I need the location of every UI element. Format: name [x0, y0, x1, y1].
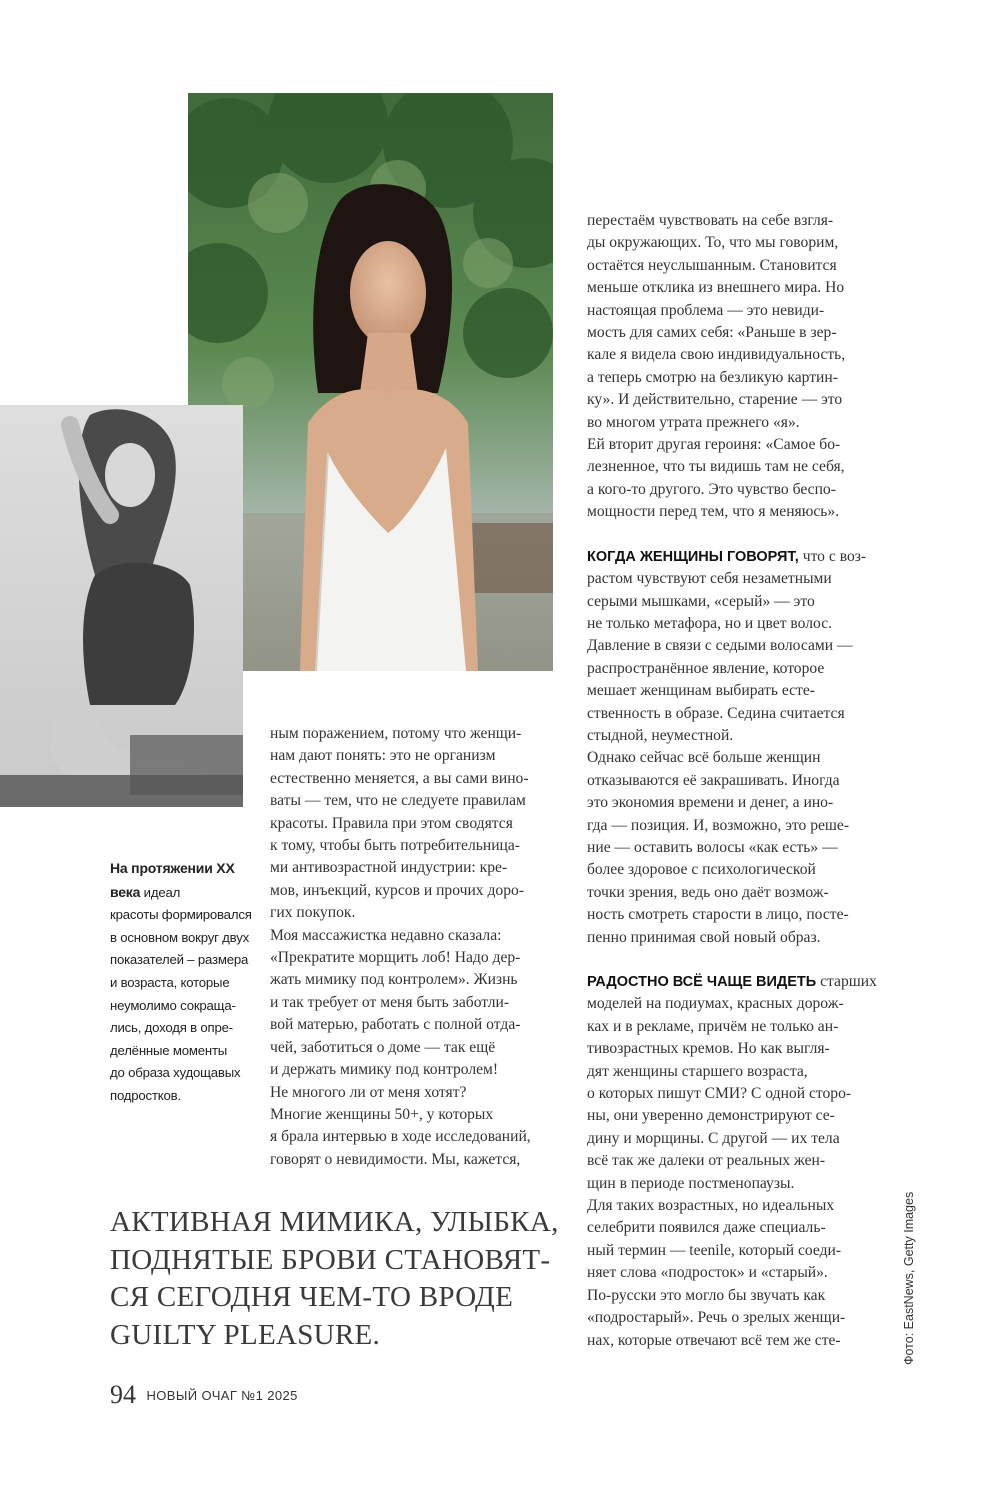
pull-quote-line: АКТИВНАЯ МИМИКА, УЛЫБКА,	[110, 1206, 559, 1238]
caption-line: делённые моменты	[110, 1042, 228, 1058]
text-line	[587, 971, 877, 993]
text-line: лезненное, что ты видишь там не себя,	[587, 458, 845, 476]
text-line: нах, которые отвечают всё тем же сте-	[587, 1331, 841, 1349]
text-line: Многие женщины 50+, у которых	[270, 1105, 494, 1123]
photo-woman-bw-seated	[0, 405, 243, 807]
text-line: ку». И действительно, старение — это	[587, 391, 843, 409]
article-column-right	[587, 210, 877, 1352]
text-line: растом чувствуют себя незаметными	[587, 570, 832, 588]
text-line: «Прекратите морщить лоб! Надо дер-	[270, 949, 521, 967]
text-line: моделей на подиумах, красных дорож-	[587, 995, 844, 1013]
text-line: «подростарый». Речь о зрелых женщи-	[587, 1309, 846, 1327]
caption-line: до образа худощавых	[110, 1065, 241, 1081]
text-line: дят женщины старшего возраста,	[587, 1062, 808, 1080]
text-fragment: что с воз-	[798, 547, 867, 565]
text-line: вой матерью, работать с полной отда-	[270, 1016, 521, 1034]
photo-caption	[110, 857, 252, 1108]
text-line: всё так же далеки от реальных жен-	[587, 1152, 826, 1170]
caption-line: лись, доходя в опре-	[110, 1020, 233, 1036]
text-line: ваты — тем, что не следуете правилам	[270, 792, 526, 810]
text-line: гда — позиция. И, возможно, это реше-	[587, 816, 850, 834]
text-line: более здоровое с психологической	[587, 861, 816, 879]
text-line: ны, они уверенно демонстрируют се-	[587, 1107, 835, 1125]
text-line: распространённое явление, которое	[587, 659, 825, 677]
page-number: 94	[110, 1380, 136, 1409]
text-line: естественно меняется, а вы сами вино-	[270, 769, 529, 787]
text-line: ми антивозрастной индустрии: кре-	[270, 859, 508, 877]
text-line: Давление в связи с седыми волосами —	[587, 637, 853, 655]
text-line: ние — оставить волосы «как есть» —	[587, 838, 838, 856]
text-line: во многом утрата прежнего «я».	[587, 413, 800, 431]
text-line: ность смотреть старости в лицо, посте-	[587, 906, 849, 924]
text-line: Для таких возрастных, но идеальных	[587, 1197, 835, 1215]
text-line: нам дают понять: это не организм	[270, 747, 496, 765]
page-footer	[110, 1380, 298, 1410]
text-line: Не многого ли от меня хотят?	[270, 1083, 467, 1101]
text-line: ды окружающих. То, что мы говорим,	[587, 234, 839, 252]
caption-line: показателей – размера	[110, 952, 249, 968]
text-line: тивозрастных кремов. Но как выгля-	[587, 1040, 830, 1058]
text-line: селебрити появился даже специаль-	[587, 1219, 826, 1237]
pull-quote	[110, 1204, 560, 1354]
text-line: и так требует от меня быть заботли-	[270, 993, 510, 1011]
text-line: ный термин — teenile, который соеди-	[587, 1241, 842, 1259]
text-line: красоты. Правила при этом сводятся	[270, 814, 513, 832]
text-line: я брала интервью в ходе исследований,	[270, 1128, 531, 1146]
section-lead: РАДОСТНО ВСЁ ЧАЩЕ ВИДЕТЬ	[587, 974, 817, 990]
pull-quote-line: ПОДНЯТЫЕ БРОВИ СТАНОВЯТ-	[110, 1243, 551, 1276]
text-line: мощности перед тем, что я меняюсь».	[587, 503, 840, 521]
article-column-middle	[270, 723, 555, 1171]
text-line: а кого-то другого. Это чувство беспо-	[587, 480, 836, 498]
text-line: мость для самих себя: «Раньше в зер-	[587, 324, 837, 342]
pull-quote-line: СЯ СЕГОДНЯ ЧЕМ-ТО ВРОДЕ	[110, 1281, 514, 1313]
text-line: серыми мышками, «серый» — это	[587, 592, 815, 610]
text-line: и держать мимику под контролем!	[270, 1061, 499, 1079]
text-line: точки зрения, ведь оно даёт возмож-	[587, 883, 829, 901]
text-line: Ей вторит другая героиня: «Самое бо-	[587, 436, 841, 454]
text-line: к тому, чтобы быть потребительница-	[270, 837, 520, 855]
caption-line: красоты формировался	[110, 907, 252, 923]
text-line: По-русски это могло бы звучать как	[587, 1286, 826, 1304]
text-line: а теперь смотрю на безликую картин-	[587, 368, 838, 386]
text-line: няет слова «подросток» и «старый».	[587, 1264, 828, 1282]
text-line: Однако сейчас всё больше женщин	[587, 749, 821, 767]
section-lead: КОГДА ЖЕНЩИНЫ ГОВОРЯТ,	[587, 548, 799, 565]
text-line: остаётся неуслышанным. Становится	[587, 256, 837, 274]
text-line: ках и в рекламе, причём не только ан-	[587, 1017, 839, 1035]
text-line: меньше отклика из внешнего мира. Но	[587, 279, 845, 297]
caption-line: и возраста, которые	[110, 974, 230, 990]
photo-credit: Фото: EastNews, Getty Images	[902, 1191, 916, 1365]
text-line: мешает женщинам выбирать есте-	[587, 682, 815, 700]
caption-line: неумолимо сокраща-	[110, 997, 236, 1013]
caption-line: подростков.	[110, 1087, 181, 1103]
text-line: стыдной, неуместной.	[587, 726, 734, 744]
text-line: дину и морщины. С другой — их тела	[587, 1129, 840, 1147]
text-line: щин в периоде постменопаузы.	[587, 1174, 795, 1192]
caption-lead: На протяжении ХХ века	[110, 860, 235, 900]
text-line: говорят о невидимости. Мы, кажется,	[270, 1150, 521, 1168]
caption-line: в основном вокруг двух	[110, 929, 249, 945]
magazine-issue: НОВЫЙ ОЧАГ №1 2025	[146, 1387, 298, 1403]
text-line: о которых пишут СМИ? С одной сторо-	[587, 1085, 852, 1103]
text-line: ственность в образе. Седина считается	[587, 704, 845, 722]
text-line: это экономия времени и денег, а ино-	[587, 794, 834, 812]
text-line: жать мимику под контролем». Жизнь	[270, 971, 518, 989]
text-line: перестаём чувствовать на себе взгля-	[587, 212, 834, 229]
text-line: гих покупок.	[270, 904, 356, 922]
text-line: ным поражением, потому что женщи-	[270, 725, 522, 742]
text-line: пенно принимая свой новый образ.	[587, 928, 821, 946]
text-line: кале я видела свою индивидуальность,	[587, 346, 846, 364]
text-line: мов, инъекций, курсов и прочих доро-	[270, 881, 525, 899]
text-line: Моя массажистка недавно сказала:	[270, 926, 502, 944]
text-fragment: старших	[816, 973, 877, 990]
pull-quote-line: GUILTY PLEASURE.	[110, 1318, 381, 1351]
text-line: отказываются её закрашивать. Иногда	[587, 771, 840, 789]
text-line: чей, заботиться о доме — так ещё	[270, 1038, 496, 1056]
text-line: настоящая проблема — это невиди-	[587, 301, 825, 319]
text-line: не только метафора, но и цвет волос.	[587, 614, 833, 632]
caption-line: идеал	[143, 884, 181, 900]
text-line	[587, 546, 877, 568]
